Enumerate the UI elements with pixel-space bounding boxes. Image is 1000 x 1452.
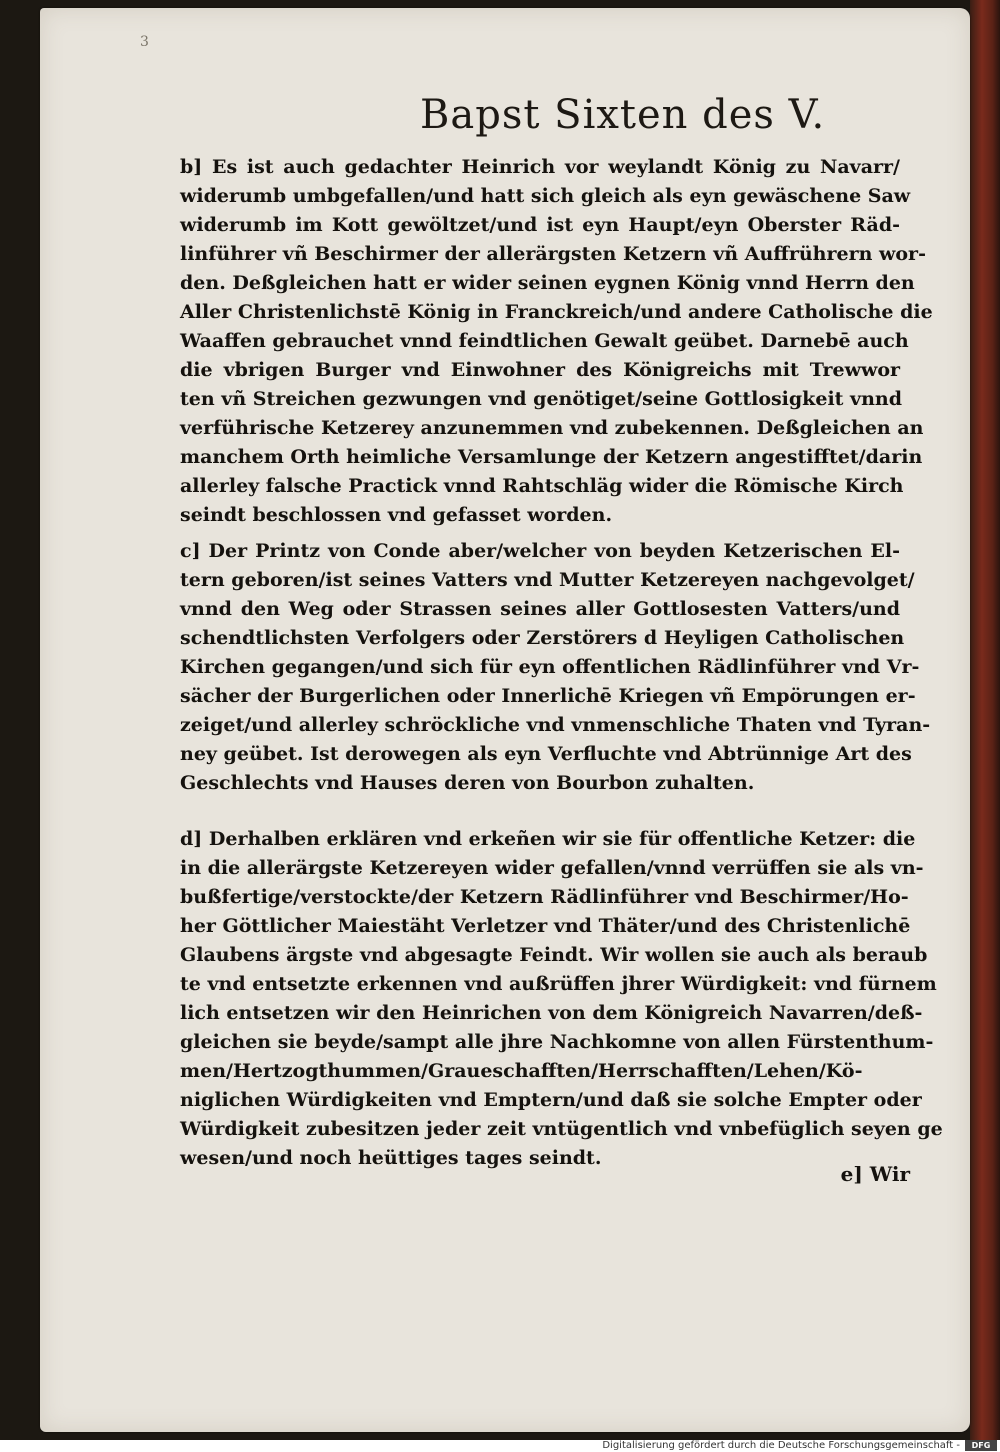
text-line: linführer vñ Beschirmer der allerärgsten Ketzern vñ Auffrührern wor-	[180, 243, 926, 265]
text-line: sächer der Burgerlichen oder Innerlichē Kriegen vñ Empörungen er-	[180, 685, 916, 707]
text-line: verführische Ketzerey anzunemmen vnd zubekennen. Deßgleichen an	[180, 417, 924, 439]
text-line: Waaffen gebrauchet vnnd feindtlichen Gewalt geübet. Darnebē auch	[180, 330, 909, 352]
text-line: c] Der Printz von Conde aber/welcher von beyden Ketzerischen El-	[180, 540, 900, 562]
paragraph-b	[180, 153, 933, 530]
text-line: seindt beschlossen vnd gefasset worden.	[180, 504, 613, 526]
text-line: den. Deßgleichen hatt er wider seinen eygnen König vnnd Herrn den	[180, 272, 915, 294]
text-line: wesen/und noch heüttiges tages seindt.	[180, 1147, 602, 1169]
text-line: ney geübet. Ist derowegen als eyn Verfluchte vnd Abtrünnige Art des	[180, 743, 912, 765]
text-line: men/Hertzogthummen/Graueschafften/Herrschafften/Lehen/Kö-	[180, 1060, 863, 1082]
text-line: Kirchen gegangen/und sich für eyn offentlichen Rädlinführer vnd Vr-	[180, 656, 920, 678]
page-mark: 3	[140, 34, 149, 50]
text-line: tern geboren/ist seines Vatters vnd Mutter Ketzereyen nachgevolget/	[180, 569, 915, 591]
text-line: widerumb im Kott gewöltzet/und ist eyn Haupt/eyn Oberster Räd-	[180, 214, 900, 236]
funding-credit: Digitalisierung gefördert durch die Deutsche Forschungsgemeinschaft -	[602, 1440, 960, 1451]
text-line: lich entsetzen wir den Heinrichen von dem Königreich Navarren/deß-	[180, 1002, 923, 1024]
text-line: te vnd entsetzte erkennen vnd außrüffen jhrer Würdigkeit: vnd fürnem	[180, 973, 937, 995]
paragraph-d	[180, 825, 943, 1173]
text-line: zeiget/und allerley schröckliche vnd vnmenschliche Thaten vnd Tyran-	[180, 714, 931, 736]
text-line: schendtlichsten Verfolgers oder Zerstörers d Heyligen Catholischen	[180, 627, 905, 649]
text-line: Geschlechts vnd Hauses deren von Bourbon zuhalten.	[180, 772, 755, 794]
text-line: Aller Christenlichstē König in Franckreich/und andere Catholische die	[180, 301, 933, 323]
text-line: d] Derhalben erklären vnd erkeñen wir sie für offentliche Ketzer: die	[180, 828, 916, 850]
text-line: her Göttlicher Maiestäht Verletzer vnd Thäter/und des Christenlichē	[180, 915, 911, 937]
text-line: bußfertige/verstockte/der Ketzern Rädlinführer vnd Beschirmer/Ho-	[180, 886, 909, 908]
running-head: Bapst Sixten des V.	[420, 92, 826, 138]
text-line: niglichen Würdigkeiten vnd Emptern/und daß sie solche Empter oder	[180, 1089, 922, 1111]
text-line: gleichen sie beyde/sampt alle jhre Nachkomne von allen Fürstenthum-	[180, 1031, 934, 1053]
text-line: vnnd den Weg oder Strassen seines aller Gottlosesten Vatters/und	[180, 598, 900, 620]
text-line: manchem Orth heimliche Versamlunge der Ketzern angestifftet/darin	[180, 446, 923, 468]
paragraph-c	[180, 537, 931, 798]
catchword: e] Wir	[840, 1162, 910, 1186]
dfg-logo: DFG	[965, 1440, 997, 1451]
text-line: b] Es ist auch gedachter Heinrich vor weylandt König zu Navarr/	[180, 156, 900, 178]
book-binding-edge	[970, 0, 1000, 1440]
text-line: in die allerärgste Ketzereyen wider gefallen/vnnd verrüffen sie als vn-	[180, 857, 924, 879]
text-line: allerley falsche Practick vnnd Rahtschläg wider die Römische Kirch	[180, 475, 904, 497]
text-line: die vbrigen Burger vnd Einwohner des Königreichs mit Trewwor	[180, 359, 900, 381]
text-line: Glaubens ärgste vnd abgesagte Feindt. Wir wollen sie auch als beraub	[180, 944, 928, 966]
text-line: widerumb umbgefallen/und hatt sich gleich als eyn gewäschene Saw	[180, 185, 911, 207]
text-line: ten vñ Streichen gezwungen vnd genötiget/seine Gottlosigkeit vnnd	[180, 388, 902, 410]
footer-bar	[0, 1440, 1000, 1452]
text-line: Würdigkeit zubesitzen jeder zeit vntügentlich vnd vnbefüglich seyen ge	[180, 1118, 943, 1140]
